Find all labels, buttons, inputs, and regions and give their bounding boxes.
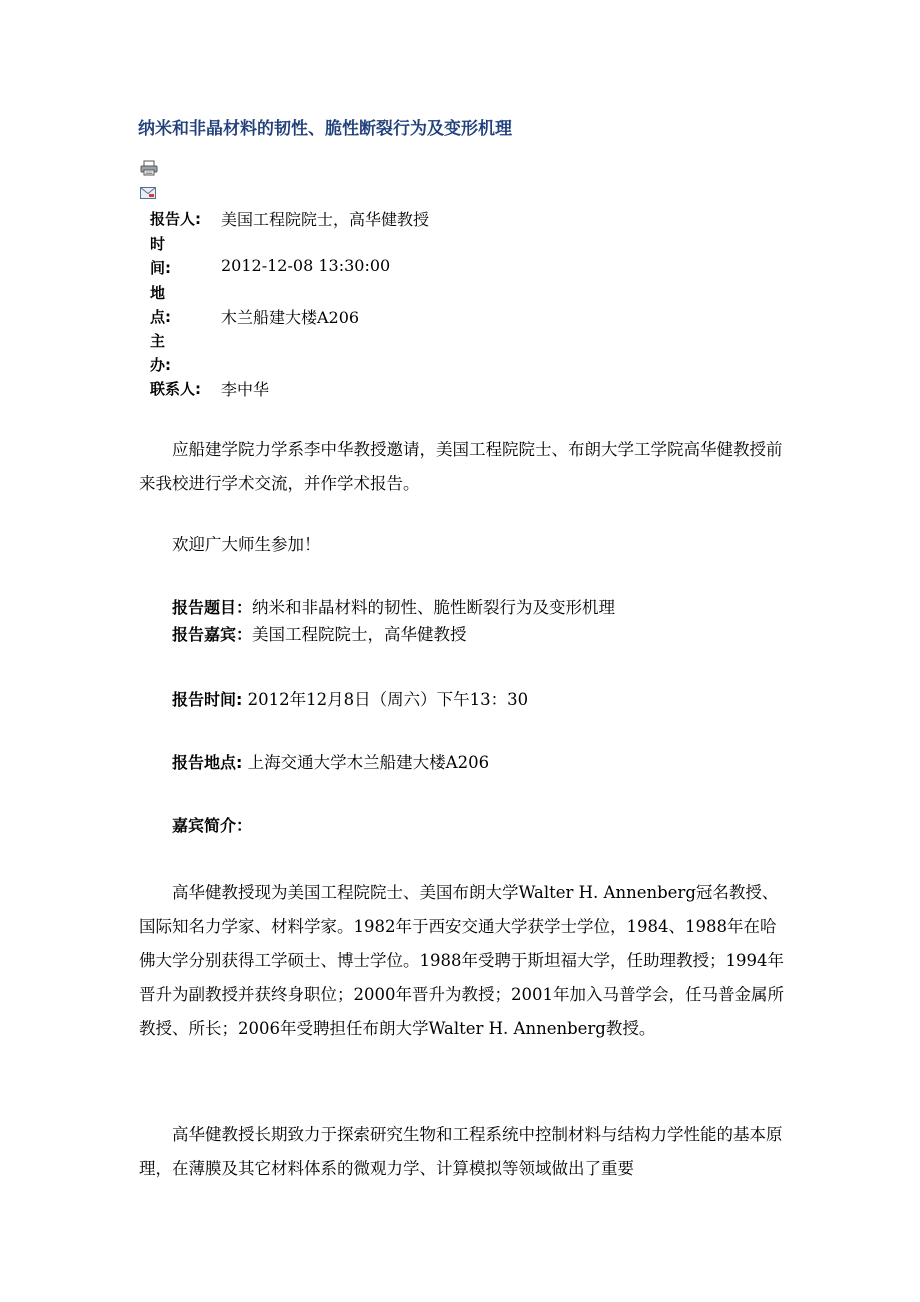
report-guest-label: 报告嘉宾： bbox=[172, 625, 253, 644]
report-time-value: 2012年12月8日（周六）下午13：30 bbox=[242, 690, 529, 709]
contact-value: 李中华 bbox=[221, 380, 270, 399]
time-label-line1: 时 bbox=[150, 235, 166, 253]
report-place bbox=[172, 749, 489, 773]
welcome-text: 欢迎广大师生参加！ bbox=[172, 535, 321, 554]
report-guest bbox=[172, 621, 467, 645]
reporter-label: 报告人: bbox=[150, 210, 201, 228]
email-icon[interactable] bbox=[140, 184, 156, 203]
print-icon[interactable] bbox=[140, 160, 158, 180]
contact-label: 联系人: bbox=[150, 380, 201, 398]
report-place-label: 报告地点: bbox=[172, 753, 243, 772]
time-value: 2012-12-08 13:30:00 bbox=[221, 256, 391, 275]
report-place-value: 上海交通大学木兰船建大楼A206 bbox=[242, 753, 490, 772]
report-guest-value: 美国工程院院士，高华健教授 bbox=[252, 625, 467, 644]
bio-heading-text: 嘉宾简介： bbox=[172, 816, 253, 835]
article-title: 纳米和非晶材料的韧性、脆性断裂行为及变形机理 bbox=[138, 119, 512, 139]
host-label-line1: 主 bbox=[150, 332, 166, 350]
report-time-label: 报告时间: bbox=[172, 690, 243, 709]
place-label-line1: 地 bbox=[150, 284, 166, 302]
report-topic-value: 纳米和非晶材料的韧性、脆性断裂行为及变形机理 bbox=[252, 598, 616, 617]
place-value: 木兰船建大楼A206 bbox=[221, 308, 360, 327]
bio-paragraph-1: 高华健教授现为美国工程院院士、美国布朗大学Walter H. Annenberg冠名教授、国际知名力学家、材料学家。1982年于西安交通大学获学士学位，1984、1988年在哈佛大学分别获得工学硕士、博士学位。1988年受聘于斯坦福大学，任助理教授；1994年晋升为副教授并获终身职位；2000年晋升为教授；2001年加入马普学会，任马普金属所教授、所长；2006年受聘担任布朗大学Walter H. Annenberg教授。 bbox=[139, 883, 784, 1038]
report-topic-label: 报告题目： bbox=[172, 598, 253, 617]
reporter-value: 美国工程院院士，高华健教授 bbox=[221, 210, 430, 229]
bio-paragraph-2: 高华健教授长期致力于探索研究生物和工程系统中控制材料与结构力学性能的基本原理，在薄膜及其它材料体系的微观力学、计算模拟等领域做出了重要 bbox=[139, 1125, 783, 1178]
intro-paragraph: 应船建学院力学系李中华教授邀请，美国工程院院士、布朗大学工学院高华健教授前来我校进行学术交流，并作学术报告。 bbox=[139, 440, 783, 493]
report-time bbox=[172, 686, 528, 710]
time-label-line2: 间: bbox=[150, 259, 171, 277]
host-label-line2: 办: bbox=[150, 356, 171, 374]
place-label-line2: 点: bbox=[150, 308, 171, 326]
bio-heading bbox=[172, 813, 252, 836]
report-topic bbox=[172, 594, 615, 618]
